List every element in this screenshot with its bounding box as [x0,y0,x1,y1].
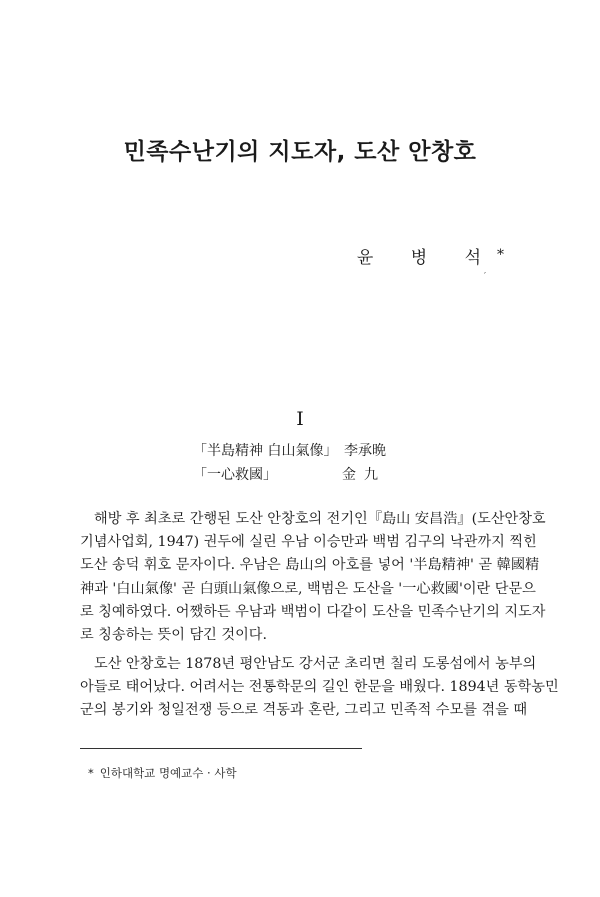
epigraph-2-attribution: 金九 [342,467,386,483]
footnote-marker: * [88,766,94,780]
page-title: 민족수난기의 지도자, 도산 안창호 [123,139,477,165]
paragraph-line: 로 칭예하였다. 어쨌하든 우남과 백범이 다같이 도산을 민족수난기의 지도자 [80,603,546,620]
paragraph-line: 군의 봉기와 청일전쟁 등으로 격동과 혼란, 그리고 민족적 수모를 겪을 때 [80,702,528,719]
paragraph-line: 도산 송덕 휘호 문자이다. 우남은 島山의 아호를 넣어 '半島精神' 곧 韓國精 [80,557,540,574]
paragraph-line: 로 칭송하는 뜻이 담긴 것이다. [80,627,268,644]
paragraph-line: 해방 후 최초로 간행된 도산 안창호의 전기인『島山 安昌浩』(도산안창호 [94,511,546,527]
footnote [88,765,237,781]
author-footnote-mark: * [497,247,504,263]
paragraph-1 [80,508,546,647]
epigraph-1-quote: 「半島精神 白山氣像」 [193,443,338,459]
footnote-text: 인하대학교 명예교수 · 사학 [99,766,237,780]
paragraph-line: 기념사업회, 1947) 권두에 실린 우남 이승만과 백범 김구의 낙관까지 찍힌 [80,534,537,551]
author-byline [357,243,504,268]
stray-mark: ′ [484,272,487,282]
epigraph-1-attribution: 李承晩 [344,443,386,459]
paragraph-line: 아들로 태어났다. 어려서는 전통학문의 길인 한문을 배웠다. 1894년 동학농민 [80,679,559,696]
footnote-divider [80,748,362,749]
paragraph-line: 도산 안창호는 1878년 평안남도 강서군 초리면 칠리 도롱섬에서 농부의 [94,656,537,672]
epigraph-2-quote: 「一心救國」 [193,467,277,483]
section-number: I [296,408,304,430]
paragraph-2 [80,653,559,723]
author-name: 윤 병 석 [356,248,497,268]
paragraph-line: 神과 '白山氣像' 곧 白頭山氣像으로, 백범은 도산을 '一心救國'이란 단문으 [80,580,536,597]
